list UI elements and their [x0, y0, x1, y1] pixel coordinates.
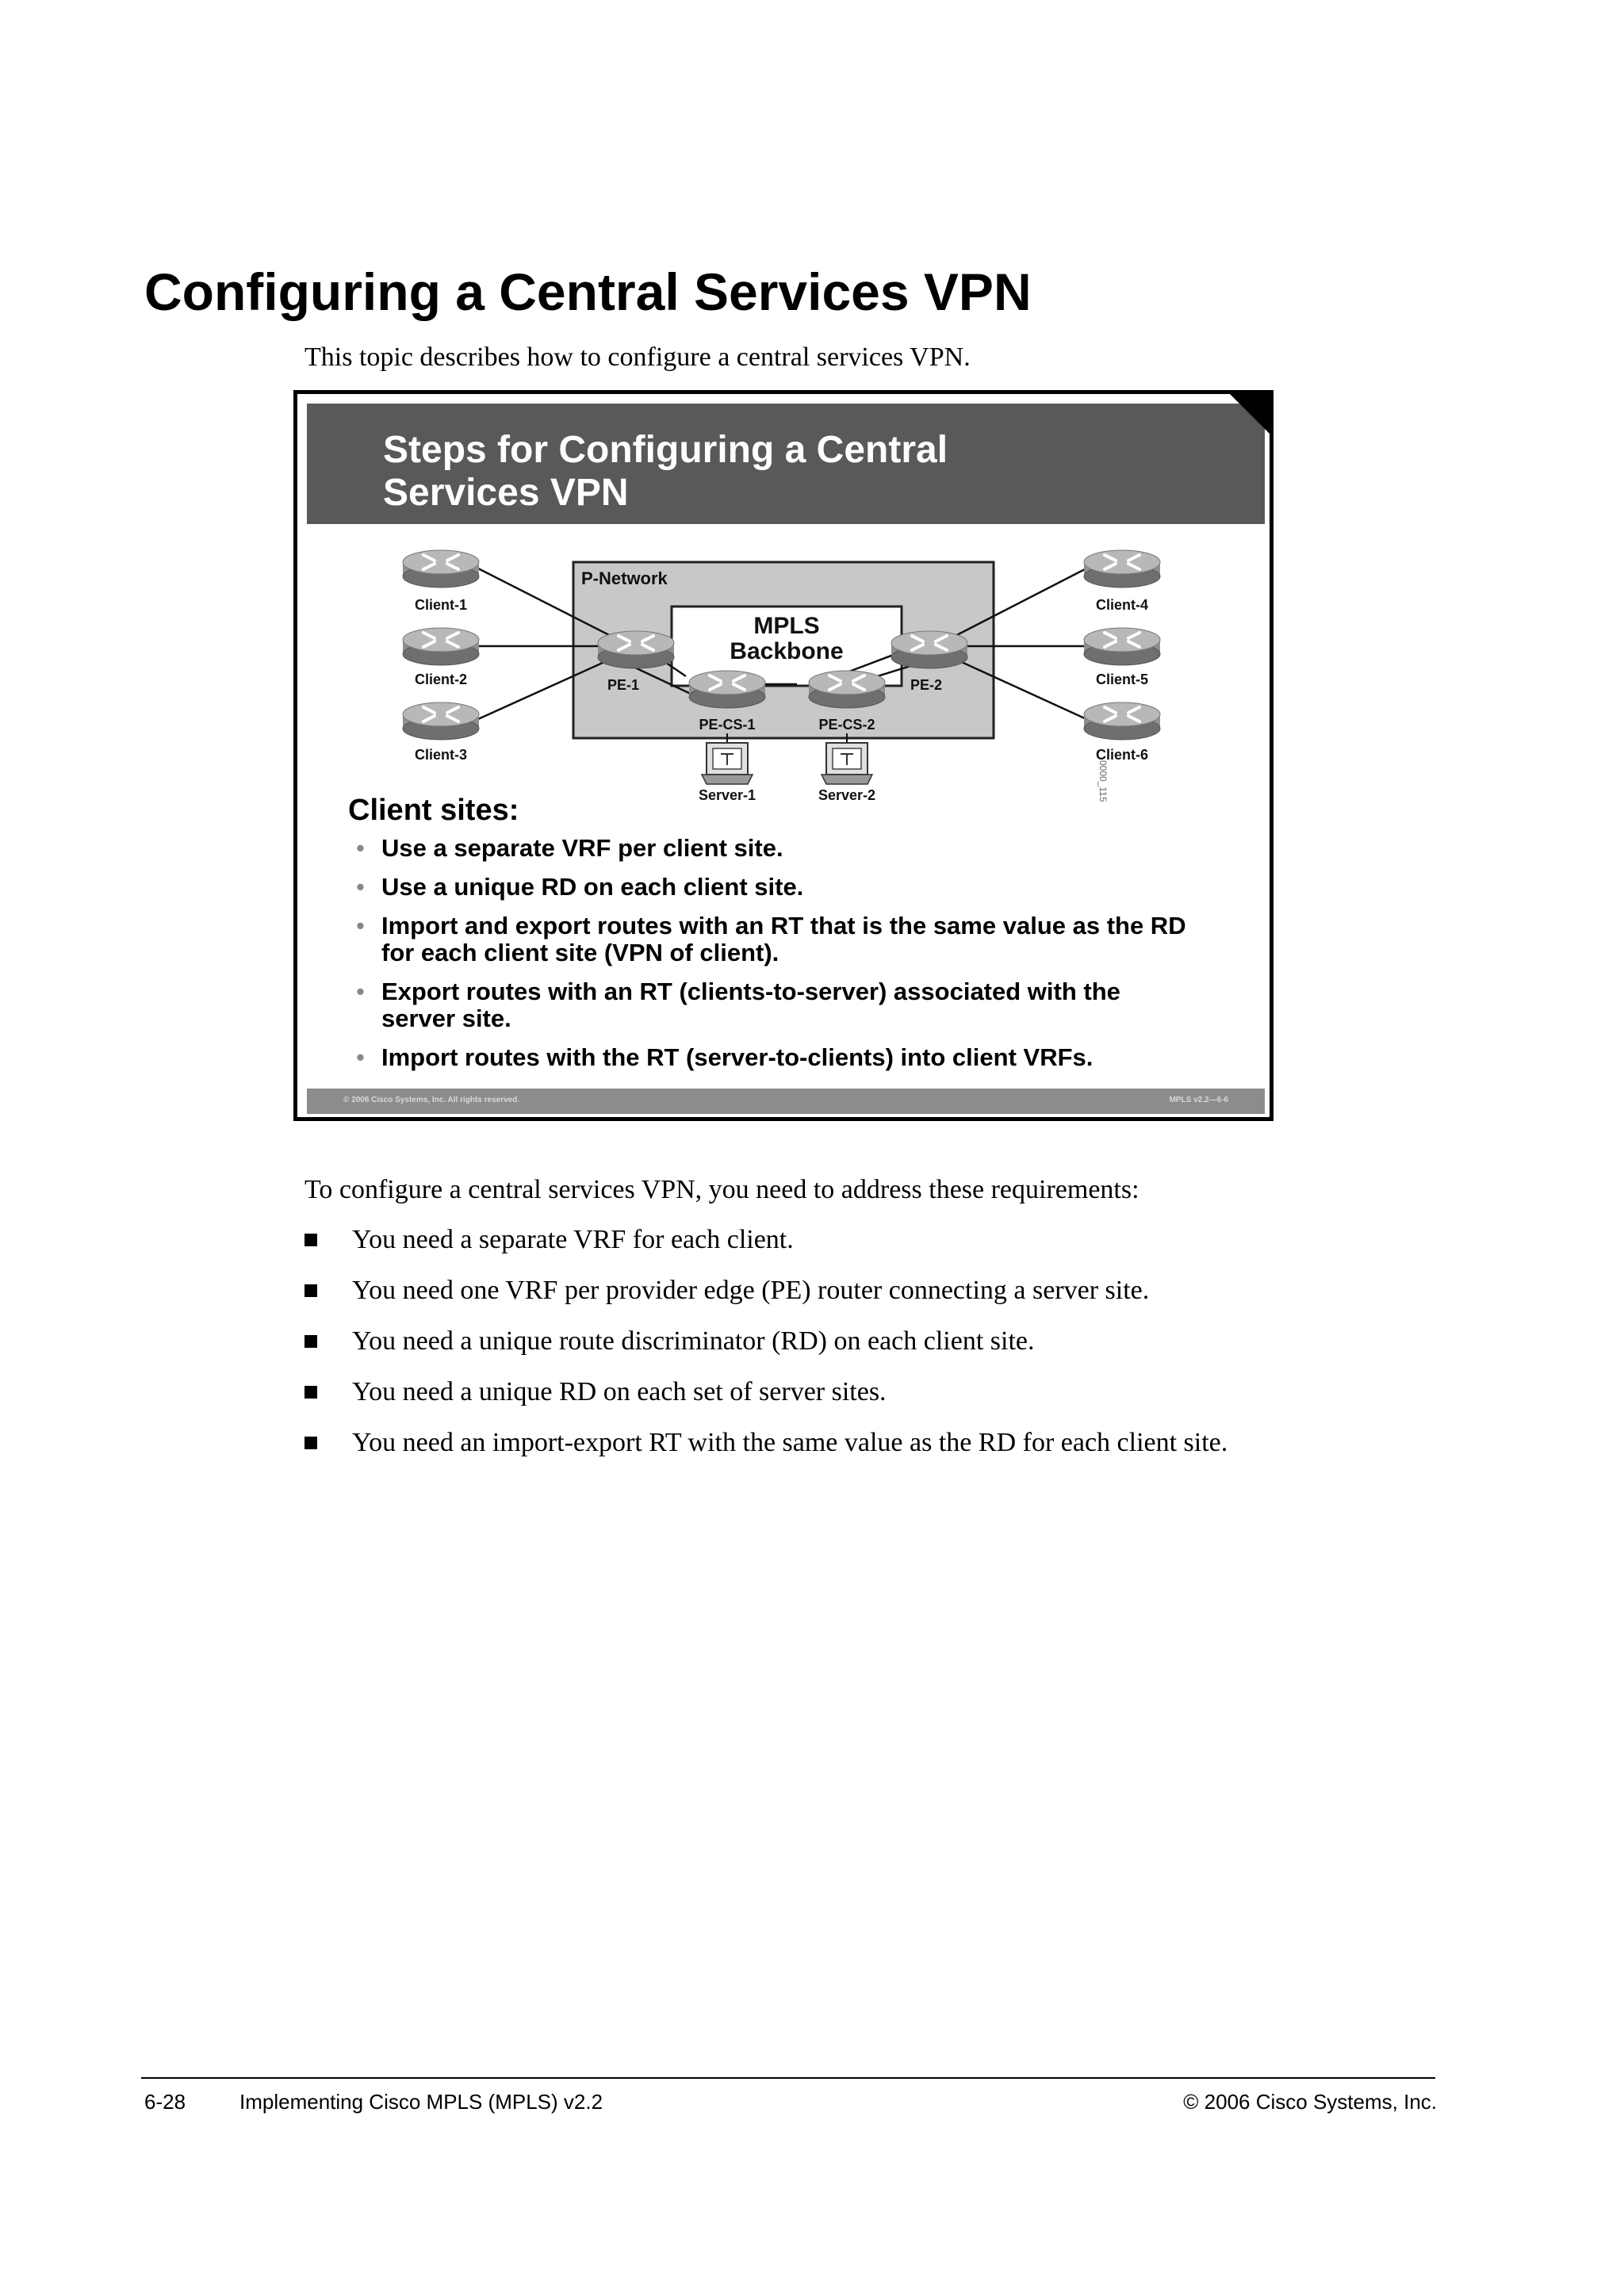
square-bullet-icon: [304, 1437, 317, 1449]
list-item: You need a separate VRF for each client.: [304, 1224, 1228, 1275]
requirements-intro: To configure a central services VPN, you need to address these requirements:: [304, 1175, 1139, 1204]
router-icon-client6: [1084, 702, 1160, 740]
client-sites-heading: Client sites:: [348, 794, 519, 827]
p-network-label: P-Network: [581, 568, 668, 588]
square-bullet-icon: [304, 1284, 317, 1297]
slide-title-line2: Services VPN: [383, 472, 629, 514]
list-item: • Use a unique RD on each client site.: [356, 873, 804, 901]
client-sites-list: [356, 835, 1244, 1083]
router-icon-client2: [403, 628, 479, 665]
label-client5: Client-5: [1095, 672, 1149, 687]
label-pe1: PE-1: [607, 677, 640, 693]
router-icon-client3: [403, 702, 479, 740]
label-pecs2: PE-CS-2: [818, 717, 875, 733]
router-icon-client1: [403, 550, 479, 587]
slide-figure: [293, 390, 1274, 1121]
label-server2: Server-2: [818, 787, 876, 803]
list-item: You need one VRF per provider edge (PE) router connecting a server site.: [304, 1275, 1228, 1326]
list-item: • Use a separate VRF per client site.: [356, 834, 783, 862]
label-pecs1: PE-CS-1: [699, 717, 756, 733]
network-diagram: [297, 394, 1277, 806]
slide-footer: [307, 1089, 1265, 1114]
footer-course-title: Implementing Cisco MPLS (MPLS) v2.2: [239, 2090, 603, 2114]
requirements-list: [304, 1224, 1228, 1478]
router-icon-client5: [1084, 628, 1160, 665]
label-client6: Client-6: [1095, 747, 1149, 763]
label-client2: Client-2: [414, 672, 468, 687]
list-item: You need a unique route discriminator (RD) on each client site.: [304, 1326, 1228, 1376]
square-bullet-icon: [304, 1386, 317, 1399]
label-pe2: PE-2: [910, 677, 943, 693]
list-item: • Import routes with the RT (server-to-clients) into client VRFs.: [356, 1043, 1094, 1071]
label-server1: Server-1: [698, 787, 756, 803]
server-icon-server1: [702, 743, 753, 784]
router-icon-pecs1: [689, 671, 765, 708]
list-item: You need a unique RD on each set of server sites.: [304, 1376, 1228, 1427]
list-item: • Export routes with an RT (clients-to-server) associated with the server site.: [356, 978, 1120, 1032]
list-item: • Import and export routes with an RT that is the same value as the RD for each client site (VPN of client).: [356, 912, 1186, 966]
label-client1: Client-1: [414, 597, 468, 613]
backbone-label-line2: Backbone: [730, 638, 844, 664]
router-icon-pe2: [891, 631, 967, 668]
page-title: Configuring a Central Services VPN: [144, 262, 1032, 321]
slide-footer-copyright: © 2006 Cisco Systems, Inc. All rights reserved.: [343, 1096, 520, 1104]
square-bullet-icon: [304, 1234, 317, 1246]
slide-title-line1: Steps for Configuring a Central: [383, 429, 948, 471]
backbone-label-line1: MPLS: [753, 613, 820, 639]
footer-copyright: © 2006 Cisco Systems, Inc.: [1183, 2090, 1437, 2114]
list-item: You need an import-export RT with the same value as the RD for each client site.: [304, 1427, 1228, 1478]
router-icon-client4: [1084, 550, 1160, 587]
label-client3: Client-3: [414, 747, 468, 763]
label-client4: Client-4: [1095, 597, 1149, 613]
footer-page-number: 6-28: [144, 2090, 186, 2114]
figure-id: 0000_115: [1097, 760, 1109, 802]
server-icon-server2: [822, 743, 872, 784]
intro-text: This topic describes how to configure a central services VPN.: [304, 342, 971, 372]
slide-footer-id: MPLS v2.2—6-6: [1169, 1096, 1228, 1104]
square-bullet-icon: [304, 1335, 317, 1348]
footer-divider: [141, 2077, 1435, 2079]
router-icon-pecs2: [809, 671, 885, 708]
router-icon-pe1: [598, 631, 674, 668]
